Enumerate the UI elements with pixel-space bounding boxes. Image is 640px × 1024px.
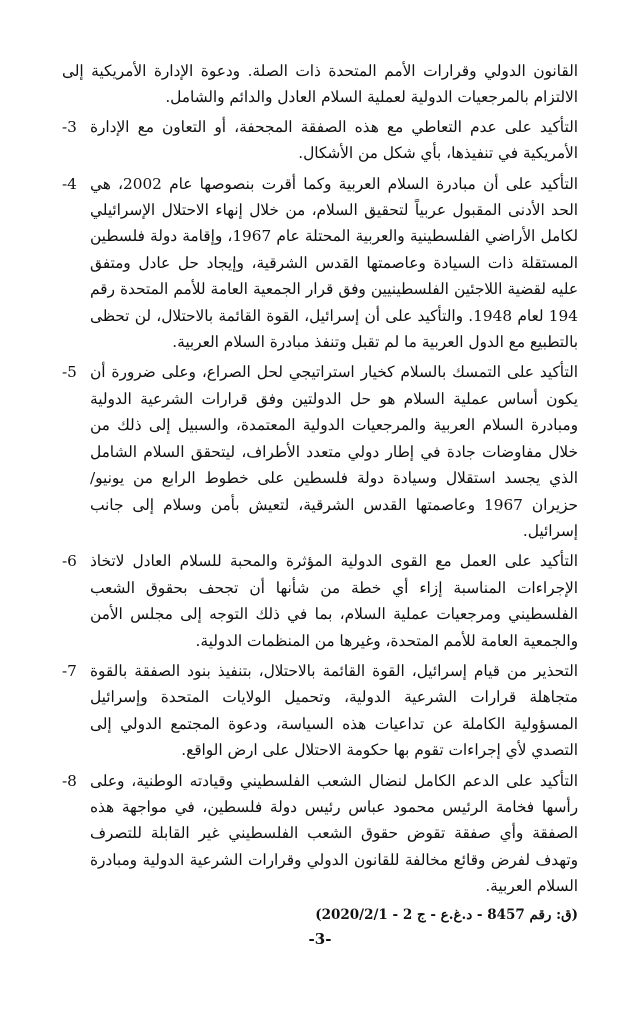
resolution-item [62, 768, 578, 900]
intro-paragraph: القانون الدولي وقرارات الأمم المتحدة ذات الصلة. ودعوة الإدارة الأمريكية إلى الالتزام بالمرجعيات الدولية لعملية السلام العادل والدائم والشامل. [62, 62, 578, 107]
resolution-item-number: -7 [62, 661, 77, 680]
resolution-item-number: -4 [62, 174, 77, 193]
resolution-item [62, 171, 578, 356]
resolution-item [62, 114, 578, 167]
resolution-item [62, 658, 578, 764]
resolution-item-number: -6 [62, 552, 77, 571]
resolution-reference: (ق: رقم 8457 - د.غ.ع - ج 2 - 2020/2/1) [315, 906, 578, 923]
resolution-item-text: التأكيد على الدعم الكامل لنضال الشعب الفلسطيني وقيادته الوطنية، وعلى رأسها فخامة الرئيس محمود عباس رئيس دولة فلسطين، في مواجهة هذه الصفقة وأي صفقة تقوض حقوق الشعب الفلسطيني غير القابلة للتصرف وتهدف لفرض وقائع مخالفة للقانون الدولي وقرارات الشرعية الدولية ومبادرة السلام العربية. [90, 771, 578, 896]
resolution-item [62, 359, 578, 544]
resolution-item-text: التأكيد على أن مبادرة السلام العربية وكما أقرت بنصوصها عام 2002، هي الحد الأدنى المقبول عربياً لتحقيق السلام، من خلال إنهاء الاحتلال الإسرائيلي لكامل الأراضي الفلسطينية والعربية المحتلة عام 1967، وإقامة دولة فلسطين المستقلة ذات السيادة وعاصمتها القدس الشرقية، وإيجاد حل عادل ومتفق عليه لقضية اللاجئين الفلسطينيين وفق قرار الجمعية العامة للأمم المتحدة رقم 194 لعام 1948. والتأكيد على أن إسرائيل، القوة القائمة بالاحتلال، لن تحظى بالتطبيع مع الدول العربية ما لم تقبل وتنفذ مبادرة السلام العربية. [90, 174, 578, 352]
resolution-items-list [62, 114, 578, 900]
resolution-item-number: -8 [62, 771, 77, 790]
resolution-item-text: التأكيد على عدم التعاطي مع هذه الصفقة المجحفة، أو التعاون مع الإدارة الأمريكية في تنفيذها، بأي شكل من الأشكال. [90, 117, 578, 163]
resolution-item-number: -5 [62, 363, 77, 382]
resolution-item [62, 548, 578, 654]
resolution-item-text: التأكيد على التمسك بالسلام كخيار استراتيجي لحل الصراع، وعلى ضرورة أن يكون أساس عملية السلام هو حل الدولتين وفق قرارات الشرعية الدولية ومبادرة السلام العربية والمرجعيات الدولية المعتمدة، والسبيل إلى ذلك من خلال مفاوضات جادة في إطار دولي متعدد الأطراف، ليتحقق السلام الشامل الذي يجسد استقلال وسيادة دولة فلسطين على خطوط الرابع من يونيو/حزيران 1967 وعاصمتها القدس الشرقية، لتعيش بأمن وسلام إلى جانب إسرائيل. [90, 363, 578, 540]
resolution-item-text: التحذير من قيام إسرائيل، القوة القائمة بالاحتلال، بتنفيذ بنود الصفقة بالقوة متجاهلة قرارات الشرعية الدولية، وتحميل الولايات المتحدة وإسرائيل المسؤولية الكاملة عن تداعيات هذه السياسة، ودعوة المجتمع الدولي إلى التصدي لأي إجراءات تقوم بها حكومة الاحتلال على ارض الواقع. [90, 661, 578, 760]
resolution-item-text: التأكيد على العمل مع القوى الدولية المؤثرة والمحبة للسلام العادل لاتخاذ الإجراءات المناسبة إزاء أي خطة من شأنها أن تجحف بحقوق الشعب الفلسطيني ومرجعيات عملية السلام، بما في ذلك التوجه إلى مجلس الأمن والجمعية العامة للأمم المتحدة، وغيرها من المنظمات الدولية. [90, 552, 578, 650]
page-number: -3- [308, 930, 332, 948]
resolution-item-number: -3 [62, 117, 77, 136]
